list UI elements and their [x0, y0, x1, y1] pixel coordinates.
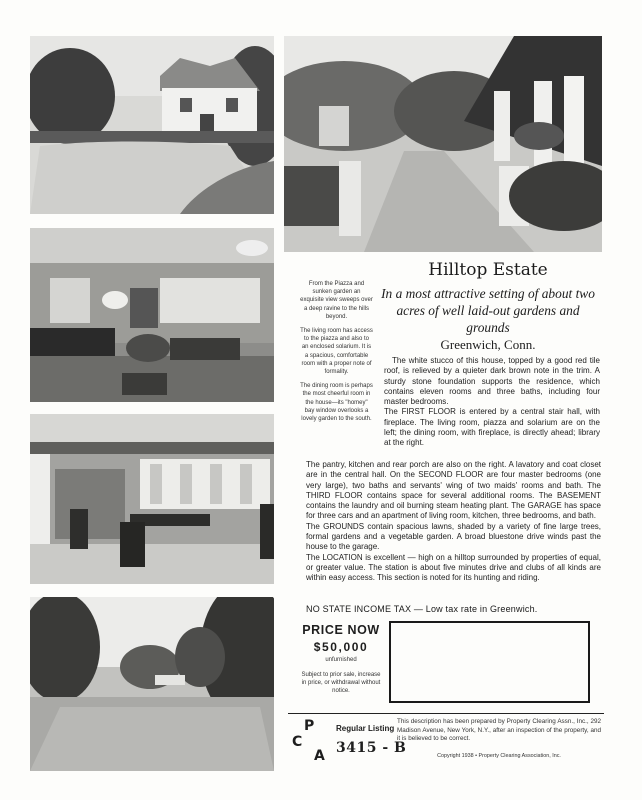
pca-logo: [292, 718, 334, 768]
price-fine-print: Subject to prior sale, increase in price, or withdrawal without notice.: [301, 672, 381, 694]
description-para-first-floor: The FIRST FLOOR is entered by a central stair hall, with fireplace. The living room, piazza and solarium are on the left; the dining room, with fireplace, is directly ahead; library at the right.: [384, 407, 600, 448]
price-label: PRICE NOW: [302, 623, 380, 637]
footer-copyright: Copyright 1938 • Property Clearing Association, Inc.: [437, 753, 561, 759]
description-lower: [306, 460, 601, 584]
caption-dining-room: The dining room is perhaps the most cheerful room in the house—its "homey" bay window overlooks a lovely garden to the south.: [300, 383, 373, 423]
house-exterior-photo: [30, 36, 274, 214]
listing-number: 3415 - B: [336, 740, 407, 756]
footer-disclaimer: This description has been prepared by Property Clearing Assn., Inc., 292 Madison Avenue, New York, N.Y., after an inspection of the property, and it is believed to be correct.: [397, 718, 601, 743]
price-note: unfurnished: [325, 657, 357, 663]
description-para-exterior: The white stucco of this house, topped by a good red tile roof, is relieved by a quieter dark brown note in the trim. A sturdy stone foundation supports the residence, which contains eleven rooms and three baths, including four master bedrooms.: [384, 356, 600, 407]
blank-box: [389, 621, 590, 703]
listing-title: Hilltop Estate: [428, 260, 548, 280]
footer-divider: [288, 713, 604, 714]
logo-letter-a: A: [314, 748, 325, 764]
tax-note: NO STATE INCOME TAX — Low tax rate in Greenwich.: [306, 604, 538, 614]
garden-piazza-photo: [284, 36, 602, 252]
listing-subtitle: In a most attractive setting of about two acres of well laid-out gardens and grounds: [381, 286, 595, 335]
grounds-photo: [30, 597, 274, 771]
caption-living-room: The living room has access to the piazza and also to an enclosed solarium. It is a spacious, comfortable room with a proper note of formality.: [300, 328, 373, 376]
listing-location: Greenwich, Conn.: [440, 337, 536, 352]
caption-piazza: From the Piazza and sunken garden an exquisite view sweeps over a deep ravine to the hills beyond.: [300, 281, 373, 320]
description-para-location: The LOCATION is excellent — high on a hilltop surrounded by properties of equal, or greater value. The station is about five minutes drive and clubs of all kinds are within easy access. This section is noted for its hunting and riding.: [306, 552, 601, 583]
description-upper: [384, 356, 600, 449]
description-para-floors: The pantry, kitchen and rear porch are also on the right. A lavatory and coat closet are in the central hall. On the SECOND FLOOR are four master bedrooms (one very large), two baths and servants' wing of two maids' rooms and bath. The THIRD FLOOR contains space for several additional rooms. The BASEMENT contains the laundry and oil burning steam heating plant. The GARAGE has space for three cars and an apartment of living room, kitchen, three bedrooms, and bath.: [306, 460, 601, 521]
price-value: $50,000: [313, 640, 369, 654]
dining-room-photo: [30, 414, 274, 584]
living-room-photo: [30, 228, 274, 402]
photo-captions: [300, 280, 373, 429]
logo-letter-c: C: [292, 734, 303, 750]
description-para-grounds: The GROUNDS contain spacious lawns, shaded by a variety of fine large trees, formal gardens and a vegetable garden. A broad bluestone drive winds past the house to the garage.: [306, 521, 601, 552]
logo-letter-p: P: [304, 718, 315, 734]
listing-type: Regular Listing: [336, 724, 395, 733]
